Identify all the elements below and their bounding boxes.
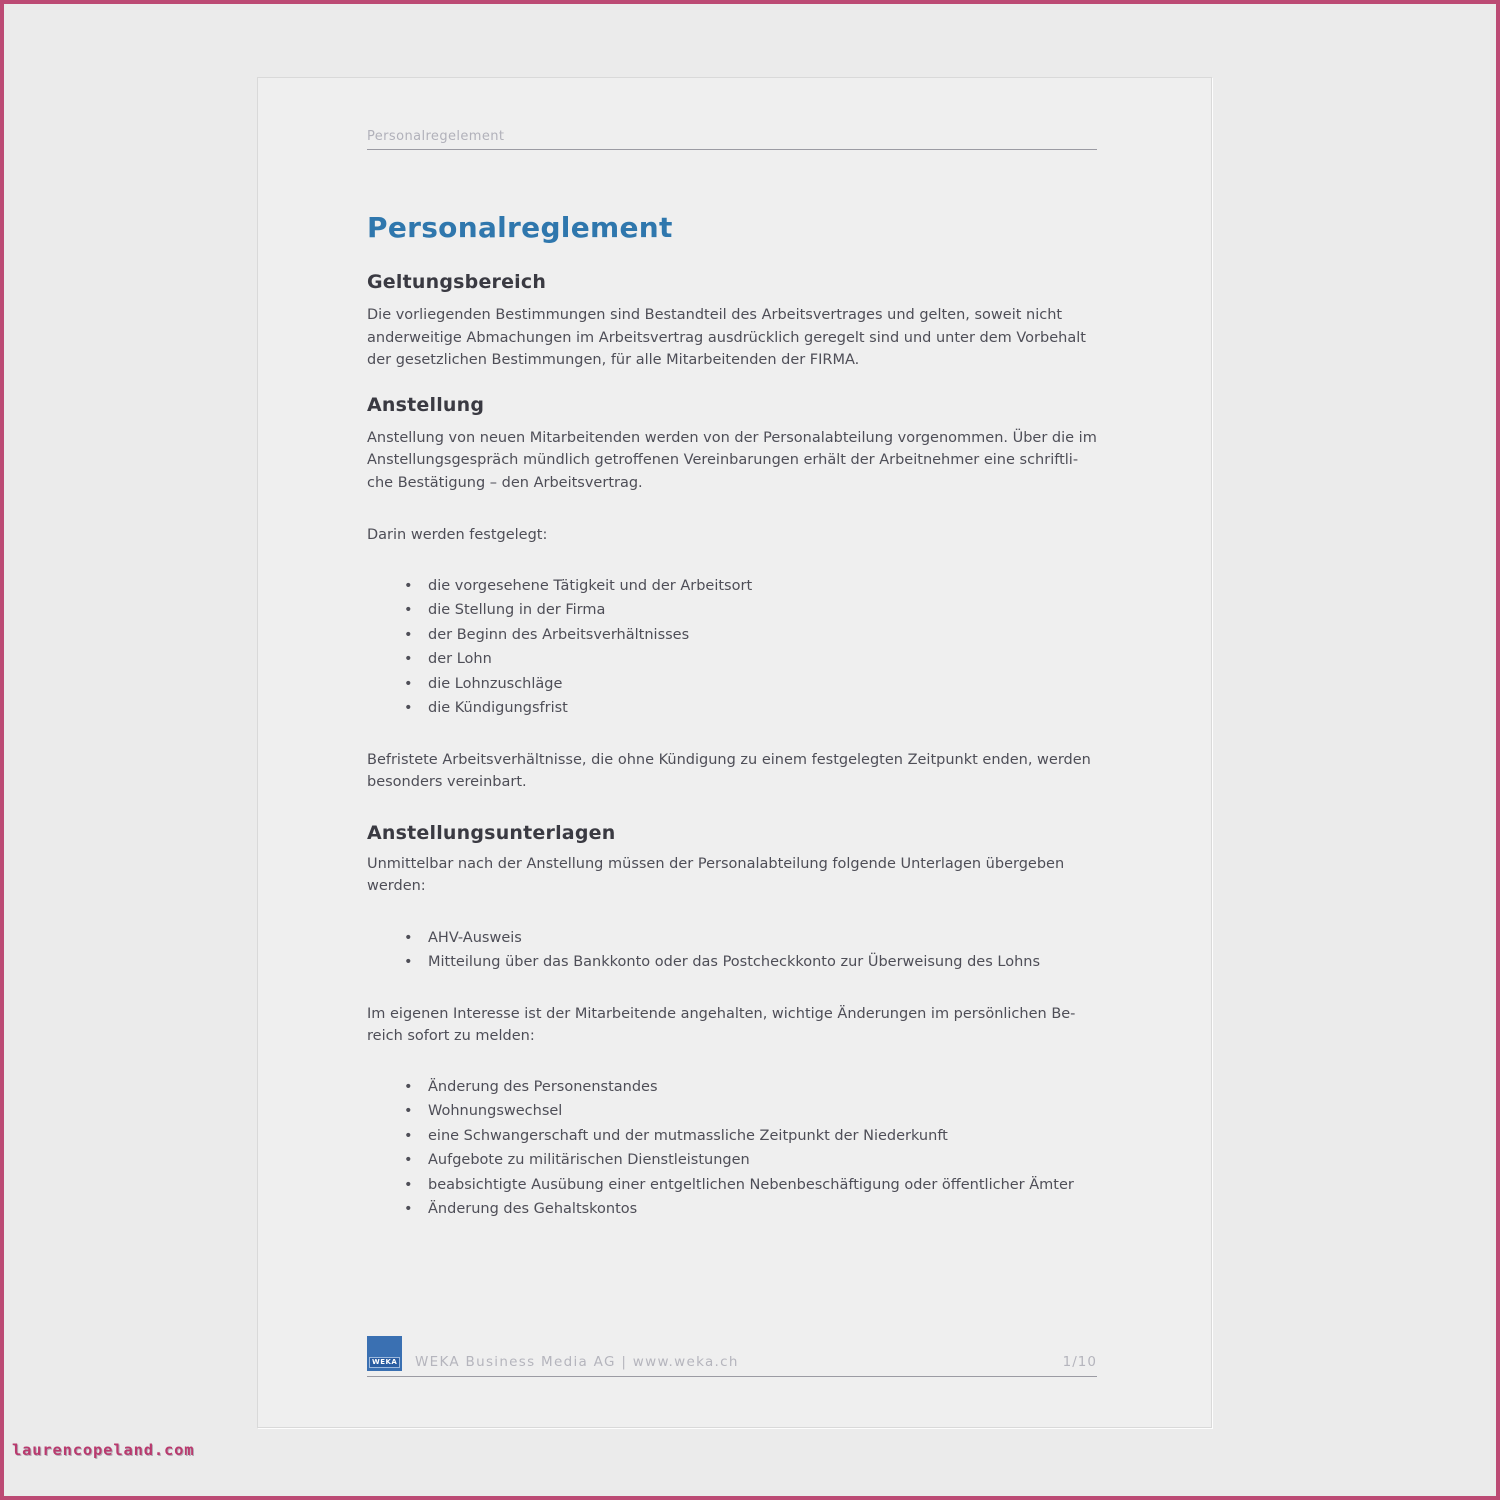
paragraph-line: Darin werden festgelegt: bbox=[367, 527, 548, 543]
paragraph-line: Die vorliegenden Bestimmungen sind Bestandteil des Arbeitsvertrages und gelten, soweit nicht bbox=[367, 307, 1063, 323]
paragraph bbox=[367, 1003, 1097, 1048]
paragraph bbox=[367, 427, 1097, 495]
footer-page-number: 1/10 bbox=[1062, 1354, 1097, 1370]
page-content bbox=[367, 78, 1097, 1222]
paragraph bbox=[367, 524, 1097, 547]
paragraph-line: che Bestätigung – den Arbeitsvertrag. bbox=[367, 474, 643, 491]
watermark: laurencopeland.com bbox=[12, 1441, 195, 1459]
list-item: • Wohnungswechsel bbox=[428, 1099, 1097, 1124]
list-item: • beabsichtigte Ausübung einer entgeltlichen Nebenbeschäftigung oder öffentlicher Ämter bbox=[428, 1173, 1097, 1198]
list-item: • die Kündigungsfrist bbox=[428, 696, 1097, 721]
list-item: • die Stellung in der Firma bbox=[428, 598, 1097, 623]
list-item: • AHV-Ausweis bbox=[428, 926, 1097, 951]
list-item: • Änderung des Personenstandes bbox=[428, 1075, 1097, 1100]
bullet-list-aenderungen bbox=[367, 1075, 1097, 1222]
list-item: • der Lohn bbox=[428, 647, 1097, 672]
paragraph-line: Befristete Arbeitsverhältnisse, die ohne Kündigung zu einem festgelegten Zeitpunkt enden, werden bbox=[367, 751, 1091, 768]
weka-logo-label: WEKA bbox=[369, 1357, 400, 1368]
paragraph-line: der gesetzlichen Bestimmungen, für alle Mitarbeitenden der FIRMA. bbox=[367, 352, 860, 368]
list-item: • die vorgesehene Tätigkeit und der Arbeitsort bbox=[428, 574, 1097, 599]
page-footer bbox=[367, 1336, 1097, 1377]
paragraph-line: besonders vereinbart. bbox=[367, 774, 527, 790]
paragraph bbox=[367, 304, 1097, 372]
bullet-list-arbeitsvertrag bbox=[367, 574, 1097, 721]
list-item: • der Beginn des Arbeitsverhältnisses bbox=[428, 623, 1097, 648]
paragraph bbox=[367, 749, 1097, 794]
paragraph-line: Anstellungsgespräch mündlich getroffenen Vereinbarungen erhält der Arbeitnehmer eine schriftli- bbox=[367, 452, 1079, 468]
document-title: Personalreglement bbox=[367, 211, 673, 244]
footer-company-text: WEKA Business Media AG | www.weka.ch bbox=[415, 1354, 739, 1370]
bullet-list-unterlagen bbox=[367, 926, 1097, 975]
section-heading-anstellung: Anstellung bbox=[367, 393, 485, 416]
paragraph-line: Im eigenen Interesse ist der Mitarbeitende angehalten, wichtige Änderungen im persönlichen Be- bbox=[367, 1005, 1076, 1022]
running-header-label: Personalregelement bbox=[367, 129, 505, 144]
section-heading-geltungsbereich: Geltungsbereich bbox=[367, 271, 547, 293]
weka-logo bbox=[367, 1336, 402, 1371]
list-item: • Mitteilung über das Bankkonto oder das Postcheckkonto zur Überweisung des Lohns bbox=[428, 950, 1097, 975]
list-item: • Aufgebote zu militärischen Dienstleistungen bbox=[428, 1148, 1097, 1173]
list-item: • die Lohnzuschläge bbox=[428, 672, 1097, 697]
paragraph-line: werden: bbox=[367, 878, 426, 894]
list-item: • eine Schwangerschaft und der mutmassliche Zeitpunkt der Niederkunft bbox=[428, 1124, 1097, 1149]
section-heading-anstellungsunterlagen: Anstellungsunterlagen bbox=[367, 821, 616, 844]
running-header bbox=[367, 78, 1097, 150]
paragraph bbox=[367, 853, 1097, 898]
list-item: • Änderung des Gehaltskontos bbox=[428, 1197, 1097, 1222]
paragraph-line: anderweitige Abmachungen im Arbeitsvertrag ausdrücklich geregelt sind und unter dem Vorbehalt bbox=[367, 329, 1086, 346]
paragraph-line: Anstellung von neuen Mitarbeitenden werden von der Personalabteilung vorgenommen. Über die im bbox=[367, 429, 1097, 446]
paragraph-line: reich sofort zu melden: bbox=[367, 1028, 535, 1044]
paragraph-line: Unmittelbar nach der Anstellung müssen der Personalabteilung folgende Unterlagen übergeben bbox=[367, 855, 1065, 872]
document-page bbox=[257, 77, 1212, 1428]
